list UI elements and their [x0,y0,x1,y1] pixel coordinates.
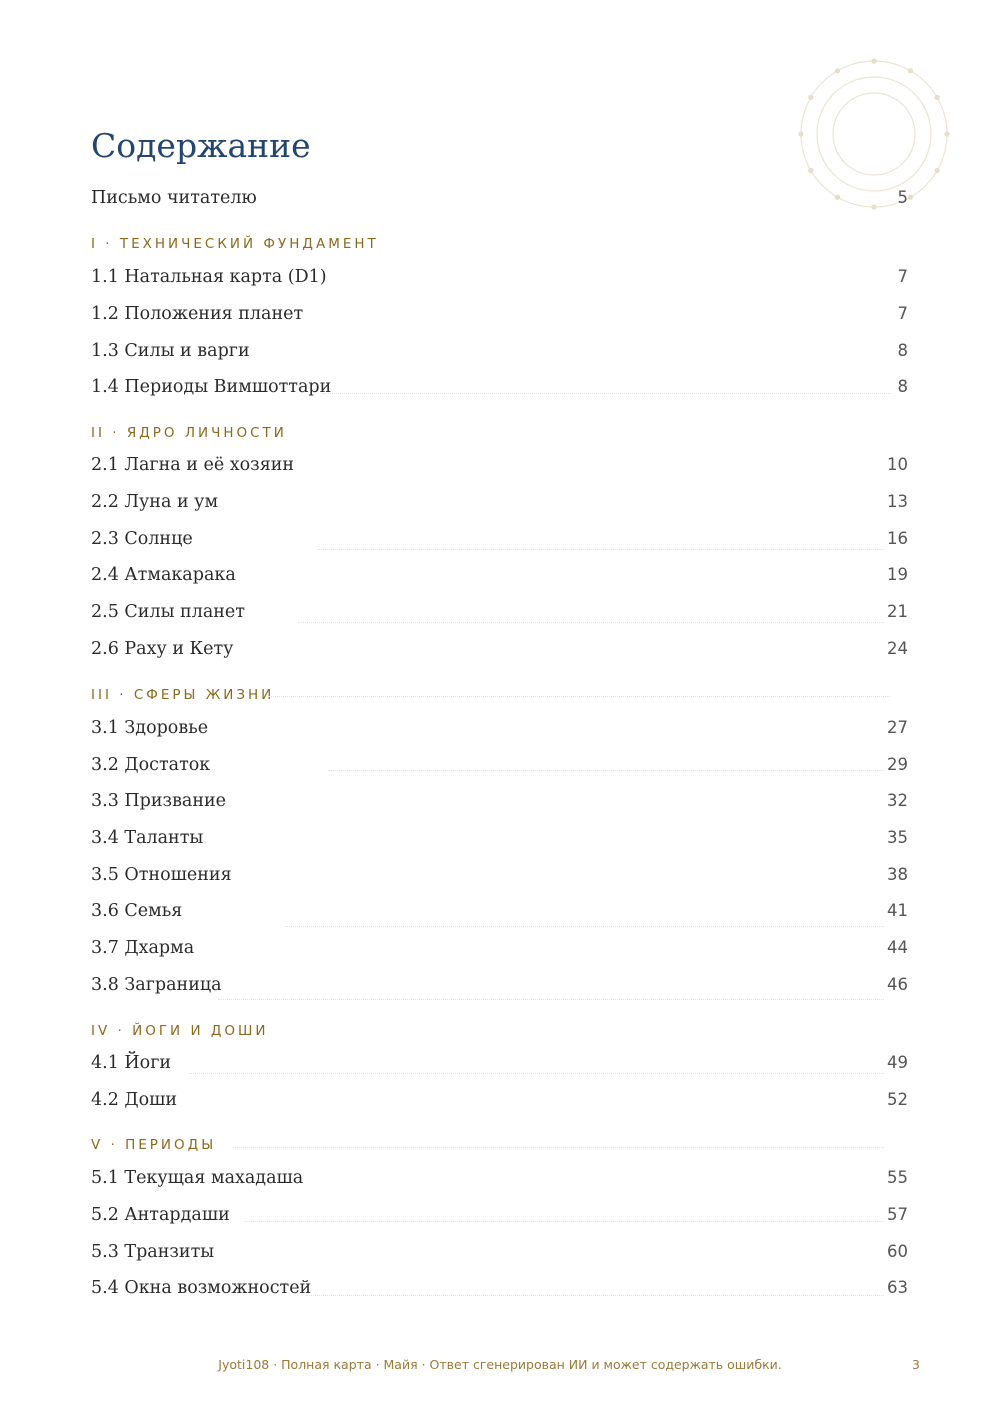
toc-entry-page: 49 [887,1053,908,1072]
toc-entry-page: 7 [897,304,908,323]
toc-entry-title: 1.3 Силы и варги [91,341,250,361]
toc-entry-2-1[interactable] [91,455,908,481]
toc-entry-page: 35 [887,828,908,847]
toc-entry-3-6[interactable] [91,901,908,927]
section-heading-4: IV · ЙОГИ И ДОШИ [91,1023,269,1039]
dotted-leader [244,1221,884,1222]
section-heading-1: I · ТЕХНИЧЕСКИЙ ФУНДАМЕНТ [91,236,379,252]
toc-entry-3-5[interactable] [91,865,908,891]
toc-entry-title: 3.1 Здоровье [91,718,209,738]
toc-entry-page: 38 [887,865,908,884]
toc-entry-page: 63 [887,1278,908,1297]
toc-entry-page: 16 [887,529,908,548]
page-number: 3 [912,1357,920,1372]
toc-entry-page: 52 [887,1090,908,1109]
toc-entry-5-3[interactable] [91,1242,908,1268]
toc-entry-page: 19 [887,565,908,584]
toc-entry-title: 5.3 Транзиты [91,1242,215,1262]
dotted-leader [218,999,884,1000]
toc-entry-page: 46 [887,975,908,994]
toc-entry-title: 2.2 Луна и ум [91,492,219,512]
toc-entry-title: 2.1 Лагна и её хозяин [91,455,295,475]
toc-entry-page: 8 [897,341,908,360]
toc-entry-3-2[interactable] [91,755,908,781]
toc-entry-page: 24 [887,639,908,658]
toc-entry-3-8[interactable] [91,975,908,1001]
toc-entry-title: 4.2 Доши [91,1090,178,1110]
toc-entry-4-2[interactable] [91,1090,908,1116]
toc-entry-title: 1.4 Периоды Вимшоттари [91,377,332,397]
toc-entry-2-2[interactable] [91,492,908,518]
toc-entry-title: 3.7 Дхарма [91,938,195,958]
dotted-leader [190,1073,884,1074]
toc-entry-page: 55 [887,1168,908,1187]
section-heading-3: III · СФЕРЫ ЖИЗНИ [91,687,275,703]
toc-entry-page: 57 [887,1205,908,1224]
toc-entry-3-4[interactable] [91,828,908,854]
toc-entry-title: 5.2 Антардаши [91,1205,230,1225]
dotted-leader [298,622,884,623]
toc-entry-page: 21 [887,602,908,621]
toc-entry-title: 1.1 Натальная карта (D1) [91,267,327,287]
toc-entry-4-1[interactable] [91,1053,908,1079]
toc-entry-3-1[interactable] [91,718,908,744]
toc-entry-title: 2.6 Раху и Кету [91,639,234,659]
toc-entry-title: 1.2 Положения планет [91,304,304,324]
toc-entry-1-3[interactable] [91,341,908,367]
section-heading-2: II · ЯДРО ЛИЧНОСТИ [91,425,287,441]
toc-entry-1-4[interactable] [91,377,908,403]
toc-entry-page: 32 [887,791,908,810]
toc-entry-page: 29 [887,755,908,774]
dotted-leader [328,770,884,771]
toc-entry-page: 41 [887,901,908,920]
toc-entry-title: Письмо читателю [91,188,257,208]
toc-entry-1-2[interactable] [91,304,908,330]
toc-entry-title: 3.4 Таланты [91,828,204,848]
toc-entry-letter[interactable] [91,188,908,214]
toc-entry-page: 10 [887,455,908,474]
toc-entry-5-2[interactable] [91,1205,908,1231]
toc-entry-title: 2.3 Солнце [91,529,193,549]
toc-entry-title: 3.8 Заграница [91,975,222,995]
toc-entry-3-3[interactable] [91,791,908,817]
toc-entry-page: 27 [887,718,908,737]
toc-entry-title: 3.2 Достаток [91,755,211,775]
toc-entry-page: 7 [897,267,908,286]
toc-entry-2-3[interactable] [91,529,908,555]
toc-entry-2-4[interactable] [91,565,908,591]
dotted-leader [268,696,890,697]
toc-entry-title: 3.3 Призвание [91,791,227,811]
toc-entry-5-1[interactable] [91,1168,908,1194]
dotted-leader [318,549,884,550]
toc-entry-page: 8 [897,377,908,396]
toc-entry-page: 13 [887,492,908,511]
toc-entry-2-6[interactable] [91,639,908,665]
toc-entry-title: 5.4 Окна возможностей [91,1278,312,1298]
toc-entry-1-1[interactable] [91,267,908,293]
toc-entry-5-4[interactable] [91,1278,908,1304]
toc-entry-page: 60 [887,1242,908,1261]
toc-entry-title: 3.6 Семья [91,901,183,921]
toc-entry-title: 3.5 Отношения [91,865,232,885]
toc-entry-title: 5.1 Текущая махадаша [91,1168,304,1188]
page-title: Содержание [91,126,311,165]
dotted-leader [323,393,891,394]
dotted-leader [233,1147,884,1148]
dotted-leader [306,1295,884,1296]
footer-text: Jyoti108 · Полная карта · Майя · Ответ сгенерирован ИИ и может содержать ошибки. [218,1357,782,1372]
toc-entry-page: 44 [887,938,908,957]
toc-entry-3-7[interactable] [91,938,908,964]
toc-entry-2-5[interactable] [91,602,908,628]
dotted-leader [286,926,884,927]
toc-entry-title: 2.5 Силы планет [91,602,245,622]
toc-entry-title: 4.1 Йоги [91,1053,172,1073]
toc-entry-title: 2.4 Атмакарака [91,565,236,585]
section-heading-5: V · ПЕРИОДЫ [91,1137,217,1153]
toc-entry-page: 5 [897,188,908,207]
